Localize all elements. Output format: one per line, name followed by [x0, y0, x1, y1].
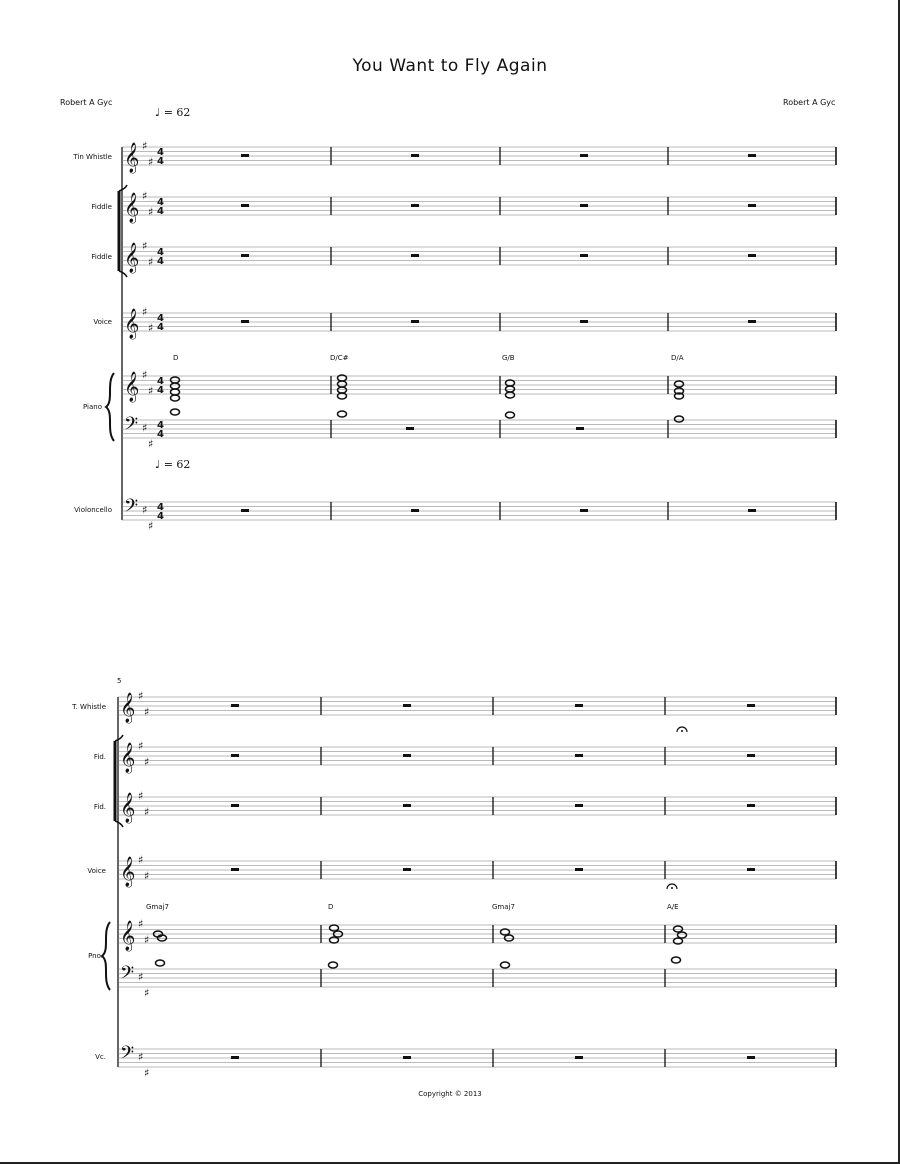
time-signature: 4	[157, 313, 164, 324]
bass-clef-icon: 𝄢	[120, 963, 135, 988]
sharp-icon: ♯	[144, 986, 150, 1000]
whole-rest-icon	[241, 509, 249, 512]
tempo-marking-cello: ♩ = 62	[155, 458, 191, 471]
time-signature: 4	[157, 429, 164, 440]
whole-rest-icon	[580, 509, 588, 512]
whole-note-icon	[505, 935, 514, 941]
whole-note-icon	[675, 416, 684, 422]
sharp-icon: ♯	[138, 917, 144, 931]
sharp-icon: ♯	[148, 255, 154, 269]
whole-rest-icon	[575, 1056, 583, 1059]
time-signature: 4	[157, 322, 164, 333]
label-tin-whistle: Tin Whistle	[73, 153, 112, 161]
whole-note-icon	[171, 409, 180, 415]
whole-rest-icon	[241, 154, 249, 157]
label-piano-short: Pno.	[88, 952, 103, 960]
treble-clef-icon: 𝄞	[120, 743, 136, 773]
whole-rest-icon	[403, 804, 411, 807]
label-violoncello-short: Vc.	[95, 1053, 106, 1061]
whole-rest-icon	[747, 754, 755, 757]
label-fiddle-2-short: Fid.	[93, 803, 106, 811]
bass-clef-icon: 𝄢	[124, 496, 139, 521]
chord-symbol: D/C#	[330, 354, 349, 362]
whole-note-icon	[672, 957, 681, 963]
sharp-icon: ♯	[138, 789, 144, 803]
sharp-icon: ♯	[144, 1066, 150, 1080]
sharp-icon: ♯	[142, 368, 148, 382]
whole-note-icon	[171, 383, 180, 389]
whole-rest-icon	[576, 427, 584, 430]
quarter-note-icon: ♩	[155, 106, 161, 119]
time-signature: 4	[157, 420, 164, 431]
sharp-icon: ♯	[148, 155, 154, 169]
time-signature: 4	[157, 502, 164, 513]
whole-note-icon	[506, 386, 515, 392]
sharp-icon: ♯	[142, 503, 148, 517]
label-fiddle-1-short: Fid.	[93, 753, 106, 761]
treble-clef-icon: 𝄞	[120, 793, 136, 823]
whole-rest-icon	[231, 804, 239, 807]
bracket-cap	[115, 735, 123, 741]
whole-rest-icon	[748, 154, 756, 157]
time-signature: 4	[157, 147, 164, 158]
whole-rest-icon	[403, 754, 411, 757]
bass-clef-icon: 𝄢	[124, 414, 139, 439]
score-title: You Want to Fly Again	[352, 56, 548, 76]
whole-note-icon	[329, 962, 338, 968]
whole-note-icon	[338, 387, 347, 393]
sharp-icon: ♯	[148, 321, 154, 335]
whole-note-icon	[506, 412, 515, 418]
chord-symbol: G/B	[502, 354, 515, 362]
fermata-dot	[671, 887, 673, 889]
chord-symbol: A/E	[667, 903, 679, 911]
whole-note-icon	[171, 377, 180, 383]
tempo-marking: ♩ = 62	[155, 106, 191, 119]
composer-right: Robert A Gyc	[783, 98, 836, 107]
sharp-icon: ♯	[142, 239, 148, 253]
whole-rest-icon	[403, 704, 411, 707]
whole-rest-icon	[411, 254, 419, 257]
chord-symbol: D	[328, 903, 334, 911]
whole-note-icon	[171, 395, 180, 401]
chord-symbol: D/A	[671, 354, 684, 362]
whole-rest-icon	[748, 320, 756, 323]
whole-rest-icon	[411, 320, 419, 323]
whole-rest-icon	[575, 704, 583, 707]
whole-rest-icon	[403, 868, 411, 871]
treble-clef-icon: 𝄞	[120, 693, 136, 723]
label-fiddle-2: Fiddle	[91, 253, 112, 261]
sharp-icon: ♯	[148, 205, 154, 219]
whole-rest-icon	[231, 754, 239, 757]
whole-rest-icon	[241, 320, 249, 323]
label-voice-short: Voice	[87, 867, 106, 875]
whole-rest-icon	[747, 1056, 755, 1059]
sharp-icon: ♯	[148, 519, 154, 533]
treble-clef-icon: 𝄞	[124, 372, 140, 402]
sharp-icon: ♯	[148, 384, 154, 398]
whole-rest-icon	[231, 868, 239, 871]
whole-rest-icon	[411, 154, 419, 157]
whole-note-icon	[156, 960, 165, 966]
whole-rest-icon	[748, 254, 756, 257]
whole-rest-icon	[580, 204, 588, 207]
whole-rest-icon	[231, 704, 239, 707]
whole-rest-icon	[411, 509, 419, 512]
time-signature: 4	[157, 385, 164, 396]
whole-note-icon	[338, 411, 347, 417]
whole-rest-icon	[580, 154, 588, 157]
sharp-icon: ♯	[144, 755, 150, 769]
time-signature: 4	[157, 156, 164, 167]
bracket-cap	[119, 185, 127, 191]
sharp-icon: ♯	[148, 437, 154, 451]
copyright: Copyright © 2013	[418, 1090, 482, 1098]
whole-rest-icon	[748, 204, 756, 207]
label-fiddle-1: Fiddle	[91, 203, 112, 211]
whole-rest-icon	[411, 204, 419, 207]
label-piano: Piano	[82, 403, 102, 411]
sharp-icon: ♯	[142, 189, 148, 203]
label-tin-whistle-short: T. Whistle	[72, 703, 106, 711]
treble-clef-icon: 𝄞	[124, 193, 140, 223]
sharp-icon: ♯	[138, 970, 144, 984]
whole-rest-icon	[580, 320, 588, 323]
sharp-icon: ♯	[138, 1050, 144, 1064]
chord-symbol: Gmaj7	[146, 903, 169, 911]
time-signature: 4	[157, 256, 164, 267]
brace-icon	[106, 373, 114, 441]
bass-clef-icon: 𝄢	[120, 1043, 135, 1068]
treble-clef-icon: 𝄞	[124, 309, 140, 339]
whole-note-icon	[675, 381, 684, 387]
treble-clef-icon: 𝄞	[124, 243, 140, 273]
chord-symbol: Gmaj7	[492, 903, 515, 911]
sharp-icon: ♯	[144, 805, 150, 819]
whole-note-icon	[678, 932, 687, 938]
whole-note-icon	[330, 925, 339, 931]
composer-left: Robert A Gyc	[60, 98, 113, 107]
whole-rest-icon	[406, 427, 414, 430]
whole-note-icon	[674, 926, 683, 932]
treble-clef-icon: 𝄞	[120, 921, 136, 951]
whole-rest-icon	[747, 804, 755, 807]
whole-rest-icon	[580, 254, 588, 257]
sharp-icon: ♯	[144, 933, 150, 947]
sharp-icon: ♯	[138, 689, 144, 703]
time-signature: 4	[157, 206, 164, 217]
time-signature: 4	[157, 247, 164, 258]
whole-rest-icon	[241, 204, 249, 207]
treble-clef-icon: 𝄞	[120, 857, 136, 887]
whole-rest-icon	[231, 1056, 239, 1059]
sharp-icon: ♯	[142, 305, 148, 319]
sharp-icon: ♯	[138, 853, 144, 867]
sharp-icon: ♯	[144, 869, 150, 883]
label-violoncello: Violoncello	[74, 506, 112, 514]
whole-rest-icon	[748, 509, 756, 512]
whole-note-icon	[501, 962, 510, 968]
whole-rest-icon	[575, 754, 583, 757]
measure-number: 5	[117, 677, 122, 685]
time-signature: 4	[157, 511, 164, 522]
label-voice: Voice	[93, 318, 112, 326]
chord-symbol: D	[173, 354, 179, 362]
whole-note-icon	[338, 381, 347, 387]
fermata-dot	[681, 730, 683, 732]
whole-rest-icon	[241, 254, 249, 257]
whole-note-icon	[330, 937, 339, 943]
whole-rest-icon	[747, 704, 755, 707]
whole-rest-icon	[747, 868, 755, 871]
sharp-icon: ♯	[142, 139, 148, 153]
sharp-icon: ♯	[144, 705, 150, 719]
treble-clef-icon: 𝄞	[124, 143, 140, 173]
whole-rest-icon	[575, 804, 583, 807]
quarter-note-icon: ♩	[155, 458, 161, 471]
whole-note-icon	[506, 392, 515, 398]
sharp-icon: ♯	[138, 739, 144, 753]
time-signature: 4	[157, 376, 164, 387]
whole-rest-icon	[575, 868, 583, 871]
brace-icon	[102, 922, 110, 990]
time-signature: 4	[157, 197, 164, 208]
sharp-icon: ♯	[142, 421, 148, 435]
whole-rest-icon	[403, 1056, 411, 1059]
